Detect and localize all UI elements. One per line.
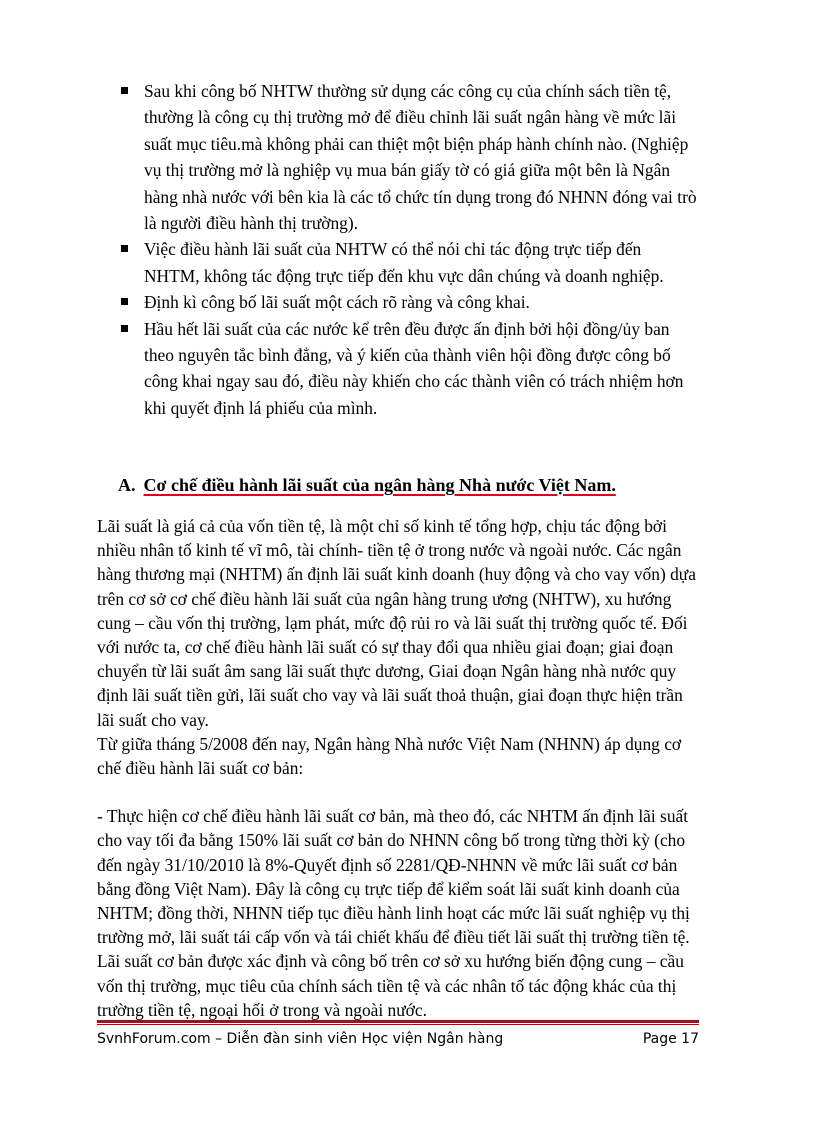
bullet-item: Việc điều hành lãi suất của NHTW có thể nói chỉ tác động trực tiếp đến NHTM, không tác động trực tiếp đến khu vực dân chúng và doanh nghiệp. (118, 236, 698, 289)
paragraph-gap (97, 780, 699, 804)
section-heading (118, 472, 616, 498)
page-number: Page 17 (642, 1031, 699, 1047)
page-footer (97, 1028, 699, 1050)
footer-site-name: SvnhForum.com – Diễn đàn sinh viên Học viện Ngân hàng (97, 1031, 504, 1047)
bullet-item: Sau khi công bố NHTW thường sử dụng các công cụ của chính sách tiền tệ, thường là công cụ thị trường mở để điều chỉnh lãi suất ngân hàng về mức lãi suất mục tiêu.mà không phải can thiệt một biện pháp hành chính nào. (Nghiệp vụ thị trường mở là nghiệp vụ mua bán giấy tờ có giá giữa một bên là Ngân hàng nhà nước với bên kia là các tổ chức tín dụng trong đó NHNN đóng vai trò là người điều hành thị trường). (118, 78, 698, 236)
bullet-list (118, 78, 698, 421)
section-title: Cơ chế điều hành lãi suất của ngân hàng Nhà nước Việt Nam. (143, 475, 616, 495)
paragraph: Lãi suất là giá cả của vốn tiền tệ, là một chỉ số kinh tế tổng hợp, chịu tác động bởi nhiều nhân tố kinh tế vĩ mô, tài chính- tiền tệ ở trong nước và ngoài nước. Các ngân hàng thương mại (NHTM) ấn định lãi suất kinh doanh (huy động và cho vay vốn) dựa trên cơ sở cơ chế điều hành lãi suất của ngân hàng trung ương (NHTW), xu hướng cung – cầu vốn thị trường, lạm phát, mức độ rủi ro và lãi suất thị trường quốc tế. Đối với nước ta, cơ chế điều hành lãi suất có sự thay đổi qua nhiều giai đoạn; giai đoạn chuyển từ lãi suất âm sang lãi suất thực dương, Giai đoạn Ngân hàng nhà nước quy định lãi suất tiền gửi, lãi suất cho vay và lãi suất thoả thuận, giai đoạn thực hiện trần lãi suất cho vay. (97, 516, 696, 730)
footer-rule (97, 1020, 699, 1025)
paragraph: Từ giữa tháng 5/2008 đến nay, Ngân hàng Nhà nước Việt Nam (NHNN) áp dụng cơ chế điều hành lãi suất cơ bản: (97, 733, 682, 779)
bullet-item: Định kì công bố lãi suất một cách rõ ràng và công khai. (118, 289, 698, 315)
section-letter: A. (118, 475, 136, 495)
paragraph: - Thực hiện cơ chế điều hành lãi suất cơ bản, mà theo đó, các NHTM ấn định lãi suất cho vay tối đa bằng 150% lãi suất cơ bản do NHNN công bố trong từng thời kỳ (cho đến ngày 31/10/2010 là 8%-Quyết định số 2281/QĐ-NHNN về mức lãi suất cơ bản bằng đồng Việt Nam). Đây là công cụ trực tiếp để kiểm soát lãi suất kinh doanh của NHTM; đồng thời, NHNN tiếp tục điều hành linh hoạt các mức lãi suất nghiệp vụ thị trường mở, lãi suất tái cấp vốn và tái chiết khấu để điều tiết lãi suất thị trường tiền tệ. Lãi suất cơ bản được xác định và công bố trên cơ sở xu hướng biến động cung – cầu vốn thị trường, mục tiêu của chính sách tiền tệ và các nhân tố tác động khác của thị trường tiền tệ, ngoại hối ở trong và ngoài nước. (97, 806, 690, 1020)
bullet-item: Hầu hết lãi suất của các nước kể trên đều được ấn định bởi hội đồng/ủy ban theo nguyên tắc bình đẳng, và ý kiến của thành viên hội đồng được công bố công khai ngay sau đó, điều này khiến cho các thành viên có trách nhiệm hơn khi quyết định lá phiếu của mình. (118, 316, 698, 422)
body-text (97, 514, 699, 1022)
